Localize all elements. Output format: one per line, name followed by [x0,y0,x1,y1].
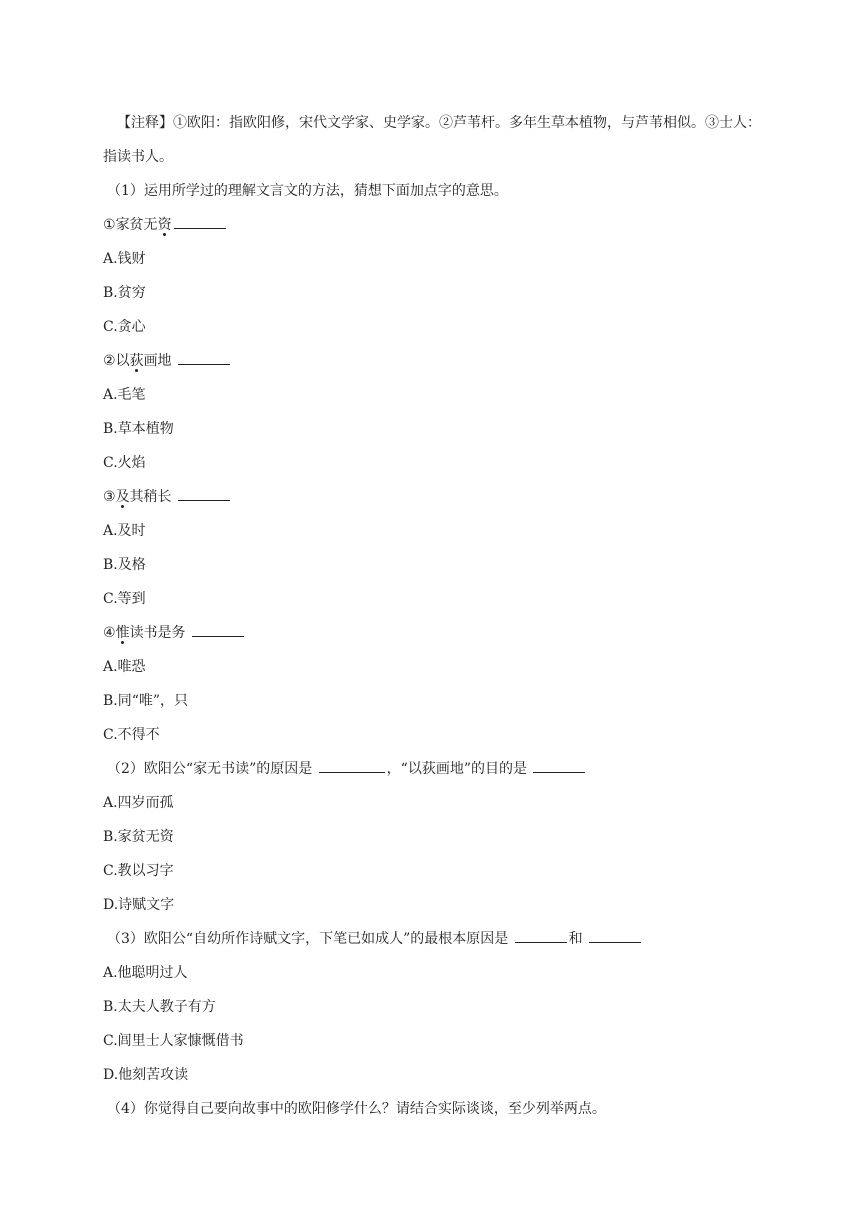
answer-blank[interactable] [178,363,230,365]
option-a: A.四岁而孤 [103,795,174,811]
option-c: C.教以习字 [103,863,174,879]
answer-blank[interactable] [174,227,226,229]
question-1-item-1 [103,208,767,242]
answer-blank[interactable] [533,771,585,773]
question-1-item-3 [103,480,767,514]
option-b: B.草本植物 [103,421,174,437]
question-1-item-4 [103,616,767,650]
option-a: A.唯恐 [103,659,146,675]
question-text: 和 [568,931,588,947]
annotation-note [103,106,767,174]
option-b: B.及格 [103,557,146,573]
item-text: 家贫无 [115,217,158,233]
question-3-stem [103,922,767,956]
option-a: A.及时 [103,523,146,539]
option-b: B.家贫无资 [103,829,174,845]
note-text: ①欧阳：指欧阳修，宋代文学家、史学家。②芦苇杆。多年生草本植物，与芦苇相似。③士人：指读书人。 [103,115,761,165]
option-c: C.闾里士人家慷慨借书 [103,1033,244,1049]
item-number: ① [103,217,116,233]
question-2-stem [103,752,767,786]
dotted-character: 资 [157,217,172,233]
option-b: B.贫穷 [103,285,146,301]
option-c: C.火焰 [103,455,146,471]
option-d: D.他刻苦攻读 [103,1067,189,1083]
item-number: ④ [103,625,116,641]
item-number: ② [103,353,116,369]
dotted-character: 惟 [115,625,130,641]
question-1-stem: （1）运用所学过的理解文言文的方法，猜想下面加点字的意思。 [107,183,508,199]
answer-blank[interactable] [515,941,567,943]
document-page [103,106,767,1126]
answer-blank[interactable] [319,771,385,773]
item-text: 以 [115,353,130,369]
question-text: ，“以荻画地”的目的是 [386,761,532,777]
option-b: B.太夫人教子有方 [103,999,216,1015]
item-text: 画地 [143,353,177,369]
question-4-stem: （4）你觉得自己要向故事中的欧阳修学什么？请结合实际谈谈，至少列举两点。 [107,1101,606,1117]
option-a: A.钱财 [103,251,146,267]
item-text: 读书是务 [129,625,191,641]
answer-blank[interactable] [589,941,641,943]
question-text: （2）欧阳公“家无书读”的原因是 [107,761,317,777]
option-c: C.等到 [103,591,146,607]
option-c: C.不得不 [103,727,160,743]
option-d: D.诗赋文字 [103,897,175,913]
option-c: C.贪心 [103,319,146,335]
question-text: （3）欧阳公“自幼所作诗赋文字，下笔已如成人”的最根本原因是 [107,931,513,947]
question-1-item-2 [103,344,767,378]
dotted-character: 荻 [129,353,144,369]
dotted-character: 及 [115,489,130,505]
item-number: ③ [103,489,116,505]
answer-blank[interactable] [192,635,244,637]
option-a: A.毛笔 [103,387,146,403]
option-b: B.同“唯”，只 [103,693,189,709]
note-label: 【注释】 [117,115,173,131]
answer-blank[interactable] [178,499,230,501]
item-text: 其稍长 [129,489,177,505]
option-a: A.他聪明过人 [103,965,188,981]
